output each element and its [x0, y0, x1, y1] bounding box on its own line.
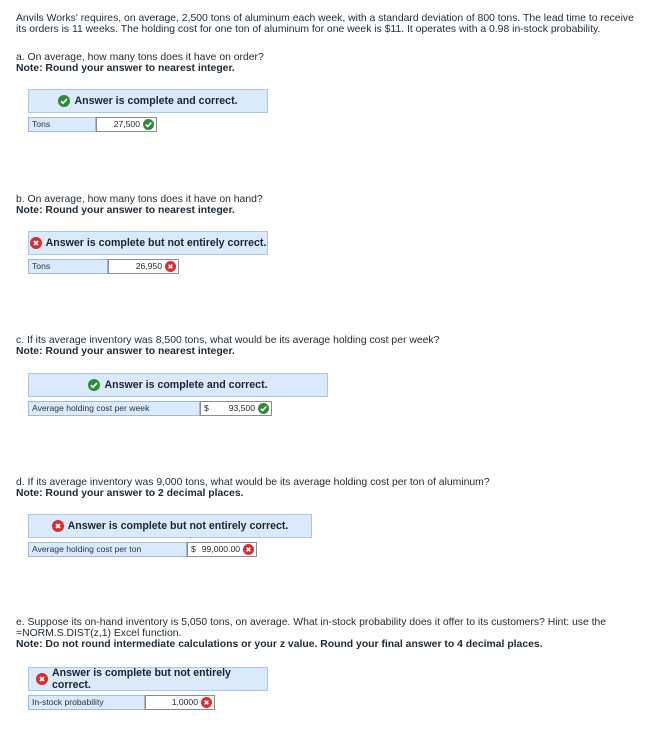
- answer-row-e: [28, 695, 215, 710]
- result-banner-e-text: Answer is complete but not entirely correct.: [52, 667, 231, 691]
- question-c-text: c. If its average inventory was 8,500 tons, what would be its average holding cost per week?: [16, 335, 440, 346]
- answer-row-a: [28, 117, 157, 132]
- check-circle-icon: [58, 95, 70, 107]
- answer-input-a[interactable]: [96, 117, 157, 132]
- answer-input-c[interactable]: [200, 401, 272, 416]
- question-b-note: Note: Round your answer to nearest integer.: [16, 205, 235, 216]
- answer-value-d: 99,000.00: [201, 544, 240, 554]
- question-a: [16, 52, 636, 74]
- answer-value-c: 93,500: [228, 403, 255, 413]
- result-banner-c-text: Answer is complete and correct.: [104, 379, 268, 391]
- question-e: [16, 617, 636, 650]
- question-c-note: Note: Round your answer to nearest integer.: [16, 346, 235, 357]
- answer-input-e[interactable]: [145, 695, 215, 710]
- x-circle-icon: [243, 544, 254, 555]
- result-banner-b: [28, 231, 268, 255]
- x-circle-icon: [36, 673, 48, 685]
- answer-label-a: Tons: [28, 117, 96, 132]
- result-banner-a: [28, 89, 268, 113]
- answer-label-d: Average holding cost per ton: [28, 542, 187, 557]
- question-d: [16, 477, 636, 499]
- answer-row-c: [28, 401, 272, 416]
- answer-value-b: 26,950: [135, 261, 162, 271]
- answer-row-b: [28, 259, 179, 274]
- check-circle-icon: [88, 379, 100, 391]
- question-e-text: e. Suppose its on-hand inventory is 5,050 tons, on average. What in-stock probability does it offer to its customers? Hint: use the =NORM.S.DIST(z,1) Excel function.: [16, 617, 607, 639]
- x-circle-icon: [30, 237, 42, 249]
- check-circle-icon: [143, 119, 154, 130]
- question-a-note: Note: Round your answer to nearest integer.: [16, 63, 235, 74]
- question-d-text: d. If its average inventory was 9,000 tons, what would be its average holding cost per ton of aluminum?: [16, 477, 490, 488]
- result-banner-b-text: Answer is complete but not entirely correct.: [45, 237, 267, 249]
- question-d-note: Note: Round your answer to 2 decimal places.: [16, 488, 244, 499]
- question-b-text: b. On average, how many tons does it have on hand?: [16, 194, 263, 205]
- problem-intro: Anvils Works' requires, on average, 2,500 tons of aluminum each week, with a standard deviation of 800 tons. The lead time to receive its orders is 11 weeks. The holding cost for one ton of aluminum for one week is $11. It operates with a 0.98 in-stock probability.: [16, 13, 634, 35]
- x-circle-icon: [165, 261, 176, 272]
- x-circle-icon: [52, 520, 64, 532]
- answer-row-d: [28, 542, 257, 557]
- question-b: [16, 194, 636, 216]
- check-circle-icon: [258, 403, 269, 414]
- result-banner-d: [28, 514, 312, 538]
- currency-symbol-c: $: [204, 403, 209, 413]
- result-banner-e: [28, 667, 268, 691]
- answer-label-b: Tons: [28, 259, 108, 274]
- answer-label-c: Average holding cost per week: [28, 401, 200, 416]
- result-banner-a-text: Answer is complete and correct.: [74, 95, 238, 107]
- result-banner-c: [28, 373, 328, 397]
- result-banner-d-text: Answer is complete but not entirely correct.: [67, 520, 289, 532]
- question-a-text: a. On average, how many tons does it have on order?: [16, 52, 264, 63]
- answer-value-a: 27,500: [113, 119, 140, 129]
- x-circle-icon: [201, 697, 212, 708]
- answer-label-e: In-stock probability: [28, 695, 145, 710]
- question-e-note: Note: Do not round intermediate calculations or your z value. Round your final answer to 4 decimal places.: [16, 639, 543, 650]
- answer-input-b[interactable]: [108, 259, 179, 274]
- answer-input-d[interactable]: [187, 542, 257, 557]
- answer-value-e: 1.0000: [171, 697, 198, 707]
- question-c: [16, 335, 636, 357]
- currency-symbol-d: $: [191, 544, 196, 554]
